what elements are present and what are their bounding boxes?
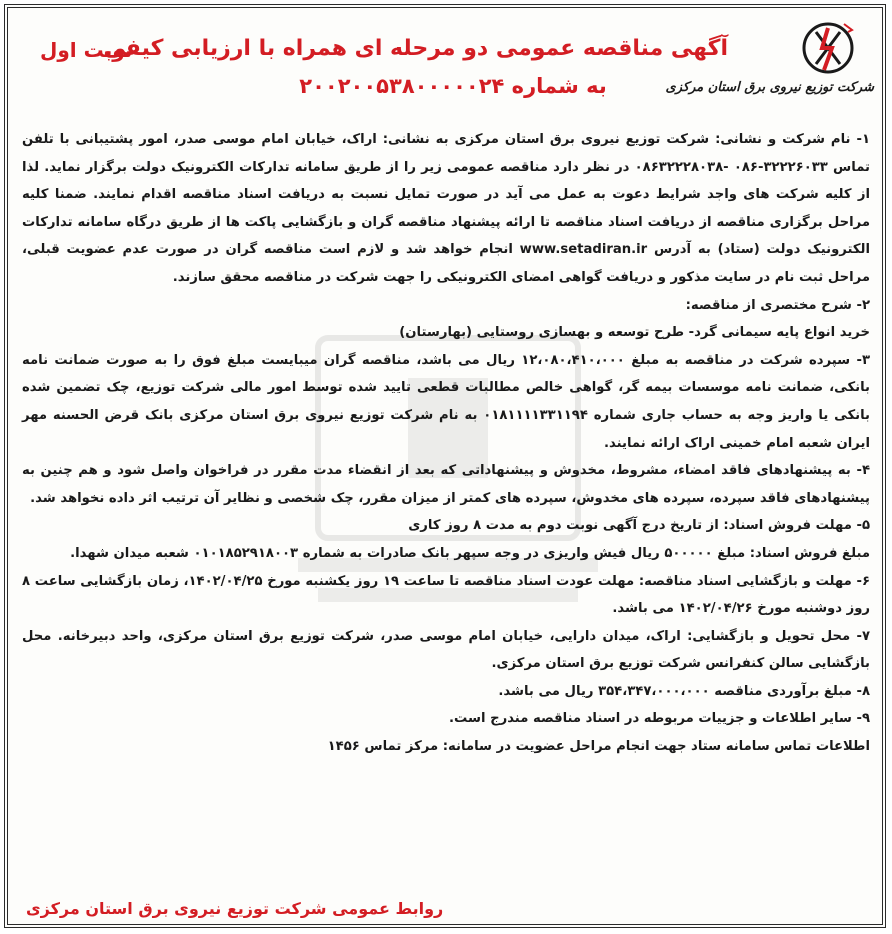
- notice-frame: [4, 4, 886, 928]
- tender-number: به شماره ۲۰۰۲۰۰۵۳۸۰۰۰۰۰۲۴: [299, 74, 607, 98]
- round-label: نوبت اول: [40, 38, 133, 62]
- clause-2: ۲- شرح مختصری از مناقصه:: [685, 297, 870, 313]
- clause-6: ۶- مهلت و بازگشایی اسناد مناقصه: مهلت عودت اسناد مناقصه تا ساعت ۱۹ روز یکشنبه مورخ ۱۴۰۲/۰۴/۲۵، زمان بازگشایی ساعت ۸ روز دوشنبه مورخ ۱۴۰۲/۰۴/۲۶ می باشد.: [22, 573, 870, 617]
- electric-tower-icon: [744, 18, 874, 82]
- clause-4: ۴- به پیشنهادهای فاقد امضاء، مشروط، مخدوش و پیشنهاداتی که بعد از انقضاء مدت مقرر در فراخوان واصل شود و هم چنین به پیشنهادهای فاقد سپرده، سپرده های مخدوش، سپرده های کمتر از میزان مقرر، چک شخصی و نظایر آن ترتیب اثر داده نخواهد شد.: [22, 463, 870, 506]
- document-price: مبلغ فروش اسناد: مبلغ ۵۰۰۰۰۰ ریال فیش واریزی در وجه سپهر بانک صادرات به شماره ۰۱۰۱۸۵۲۹۱۸۰۰۳ شعبه میدان شهدا.: [70, 545, 870, 561]
- contact-info: اطلاعات تماس سامانه ستاد جهت انجام مراحل عضویت در سامانه: مرکز تماس ۱۴۵۶: [327, 739, 870, 755]
- notice-header: [8, 8, 882, 118]
- clause-3: ۳- سپرده شرکت در مناقصه به مبلغ ۱۲،۰۸۰،۴۱۰،۰۰۰ ریال می باشد، مناقصه گران میبایست مبلغ فوق را به صورت ضمانت نامه بانکی، ضمانت نامه موسسات بیمه گر، گواهی خالص مطالبات قطعی تایید شده توسط امور مالی شرکت توزیع، چک تضمین شده بانکی یا واریز وجه به حساب جاری شماره ۰۱۸۱۱۱۱۳۳۱۱۹۴ به نام شرکت توزیع نیروی برق استان مرکزی بانک قرض الحسنه مهر ایران شعبه امام خمینی اراک ارائه نمایند.: [22, 352, 870, 451]
- logo-company-name: شرکت توزیع نیروی برق استان مرکزی: [665, 80, 874, 95]
- notice-title: آگهی مناقصه عمومی دو مرحله ای همراه با ارزیابی کیفی: [103, 36, 728, 61]
- clause-5: ۵- مهلت فروش اسناد: از تاریخ درج آگهی نوبت دوم به مدت ۸ روز کاری: [408, 518, 870, 534]
- clause-9: ۹- سایر اطلاعات و جزییات مربوطه در اسناد مناقصه مندرج است.: [449, 711, 870, 727]
- public-relations-signature: روابط عمومی شرکت توزیع نیروی برق استان مرکزی: [26, 899, 444, 918]
- company-logo: [665, 18, 874, 114]
- notice-body: [22, 126, 870, 761]
- clause-1: ۱- نام شرکت و نشانی: شرکت توزیع نیروی برق استان مرکزی به نشانی: اراک، خیابان امام موسی صدر، امور پشتیبانی با تلفن تماس ۳۲۲۲۶۰۳۳-۰۸۶ -۰۸۶۳۲۲۲۸۰۳۸ در نظر دارد مناقصه عمومی زیر را از طریق سامانه تدارکات الکترونیک دولت برگزار نماید. لذا از کلیه شرکت های واجد شرایط دعوت به عمل می آید در صورت تمایل نسبت به دریافت اسناد مناقصه اقدام نمایند. ضمنا کلیه مراحل برگزاری مناقصه از دریافت اسناد مناقصه تا ارائه پیشنهاد مناقصه گران و بازگشایی پاکت ها از طریق درگاه سامانه تدارکات الکترونیک دولت (ستاد) به آدرس www.setadiran.ir انجام خواهد شد و لازم است مناقصه گران در صورت عدم عضویت قبلی، مراحل ثبت نام در سایت مذکور و دریافت گواهی امضای الکترونیکی را جهت شرکت در مناقصه محقق سازند.: [22, 132, 870, 285]
- clause-8: ۸- مبلغ برآوردی مناقصه ۳۵۴،۳۴۷،۰۰۰،۰۰۰ ریال می باشد.: [498, 683, 870, 699]
- tender-subject: خرید انواع پایه سیمانی گرد- طرح توسعه و بهسازی روستایی (بهارستان): [399, 325, 870, 341]
- clause-7: ۷- محل تحویل و بازگشایی: اراک، میدان دارایی، خیابان امام موسی صدر، شرکت توزیع برق استان مرکزی، واحد دبیرخانه. محل بازگشایی سالن کنفرانس شرکت توزیع برق استان مرکزی.: [22, 628, 870, 672]
